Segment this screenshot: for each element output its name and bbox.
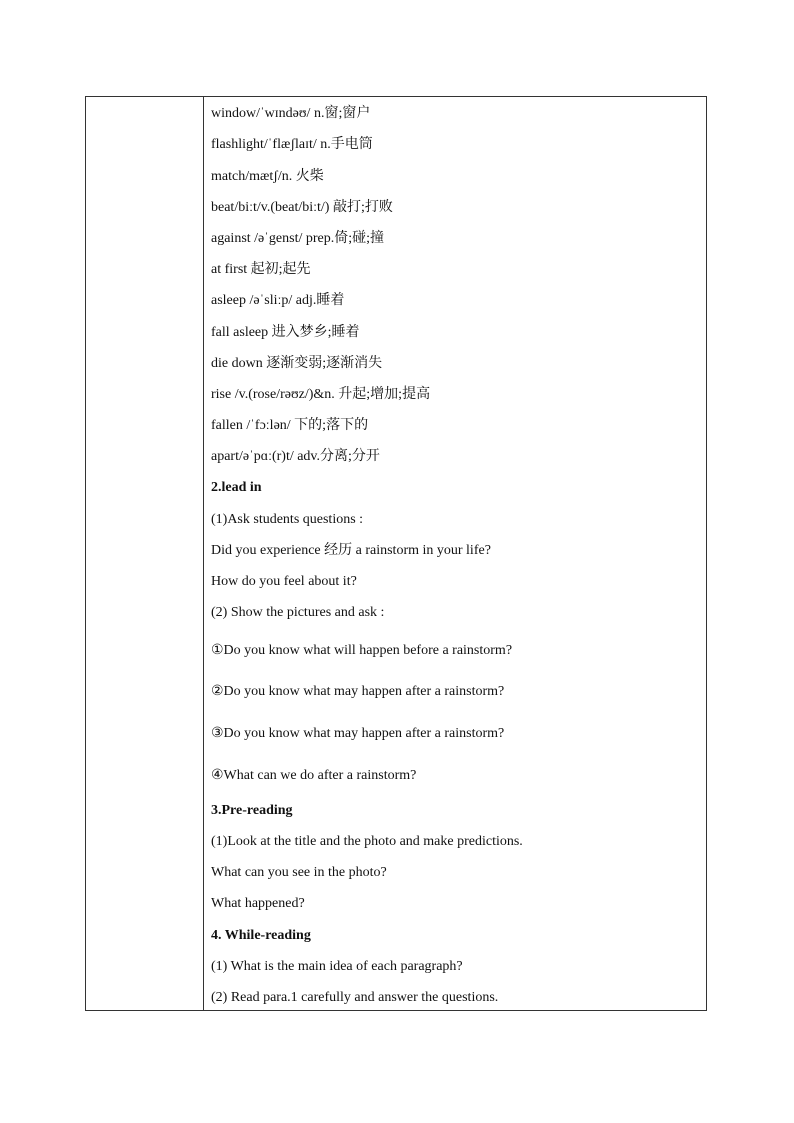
vocab-apart: apart/əˈpɑː(r)t/ adv.分离;分开 bbox=[211, 449, 380, 464]
vocab-rise: rise /v.(rose/rəʊz/)&n. 升起;增加;提高 bbox=[211, 387, 431, 402]
vocab-fall-asleep: fall asleep 进入梦乡;睡着 bbox=[211, 325, 360, 340]
vocab-asleep: asleep /əˈsliːp/ adj.睡着 bbox=[211, 293, 345, 308]
pre-reading-line: (1)Look at the title and the photo and make predictions. bbox=[211, 834, 523, 849]
vocab-beat: beat/biːt/v.(beat/biːt/) 敲打;打败 bbox=[211, 200, 393, 215]
vocab-die-down: die down 逐渐变弱;逐渐消失 bbox=[211, 356, 383, 371]
pre-reading-line: What happened? bbox=[211, 896, 305, 911]
lead-in-line: How do you feel about it? bbox=[211, 574, 357, 589]
while-reading-line: (1) What is the main idea of each paragraph? bbox=[211, 959, 463, 974]
lead-in-question: ④What can we do after a rainstorm? bbox=[211, 768, 417, 783]
vocab-flashlight: flashlight/ˈflæʃlaɪt/ n.手电筒 bbox=[211, 137, 373, 152]
vocab-against: against /əˈgenst/ prep.倚;碰;撞 bbox=[211, 231, 385, 246]
while-reading-heading: 4. While-reading bbox=[211, 928, 311, 943]
vocab-window: window/ˈwɪndəʊ/ n.窗;窗户 bbox=[211, 106, 371, 121]
lead-in-heading: 2.lead in bbox=[211, 480, 262, 495]
vocab-fallen: fallen /ˈfɔːlən/ 下的;落下的 bbox=[211, 418, 369, 433]
lesson-table bbox=[85, 96, 707, 1011]
lead-in-line: Did you experience 经历 a rainstorm in your life? bbox=[211, 543, 491, 558]
lead-in-line: (1)Ask students questions : bbox=[211, 512, 364, 527]
column-divider bbox=[203, 97, 204, 1010]
lead-in-question: ①Do you know what will happen before a rainstorm? bbox=[211, 643, 513, 658]
vocab-match: match/mætʃ/n. 火柴 bbox=[211, 169, 324, 184]
while-reading-line: (2) Read para.1 carefully and answer the questions. bbox=[211, 990, 499, 1005]
vocab-at-first: at first 起初;起先 bbox=[211, 262, 311, 277]
lead-in-line: (2) Show the pictures and ask : bbox=[211, 605, 385, 620]
lead-in-question: ②Do you know what may happen after a rainstorm? bbox=[211, 684, 505, 699]
pre-reading-line: What can you see in the photo? bbox=[211, 865, 387, 880]
pre-reading-heading: 3.Pre-reading bbox=[211, 803, 293, 818]
lead-in-question: ③Do you know what may happen after a rainstorm? bbox=[211, 726, 505, 741]
